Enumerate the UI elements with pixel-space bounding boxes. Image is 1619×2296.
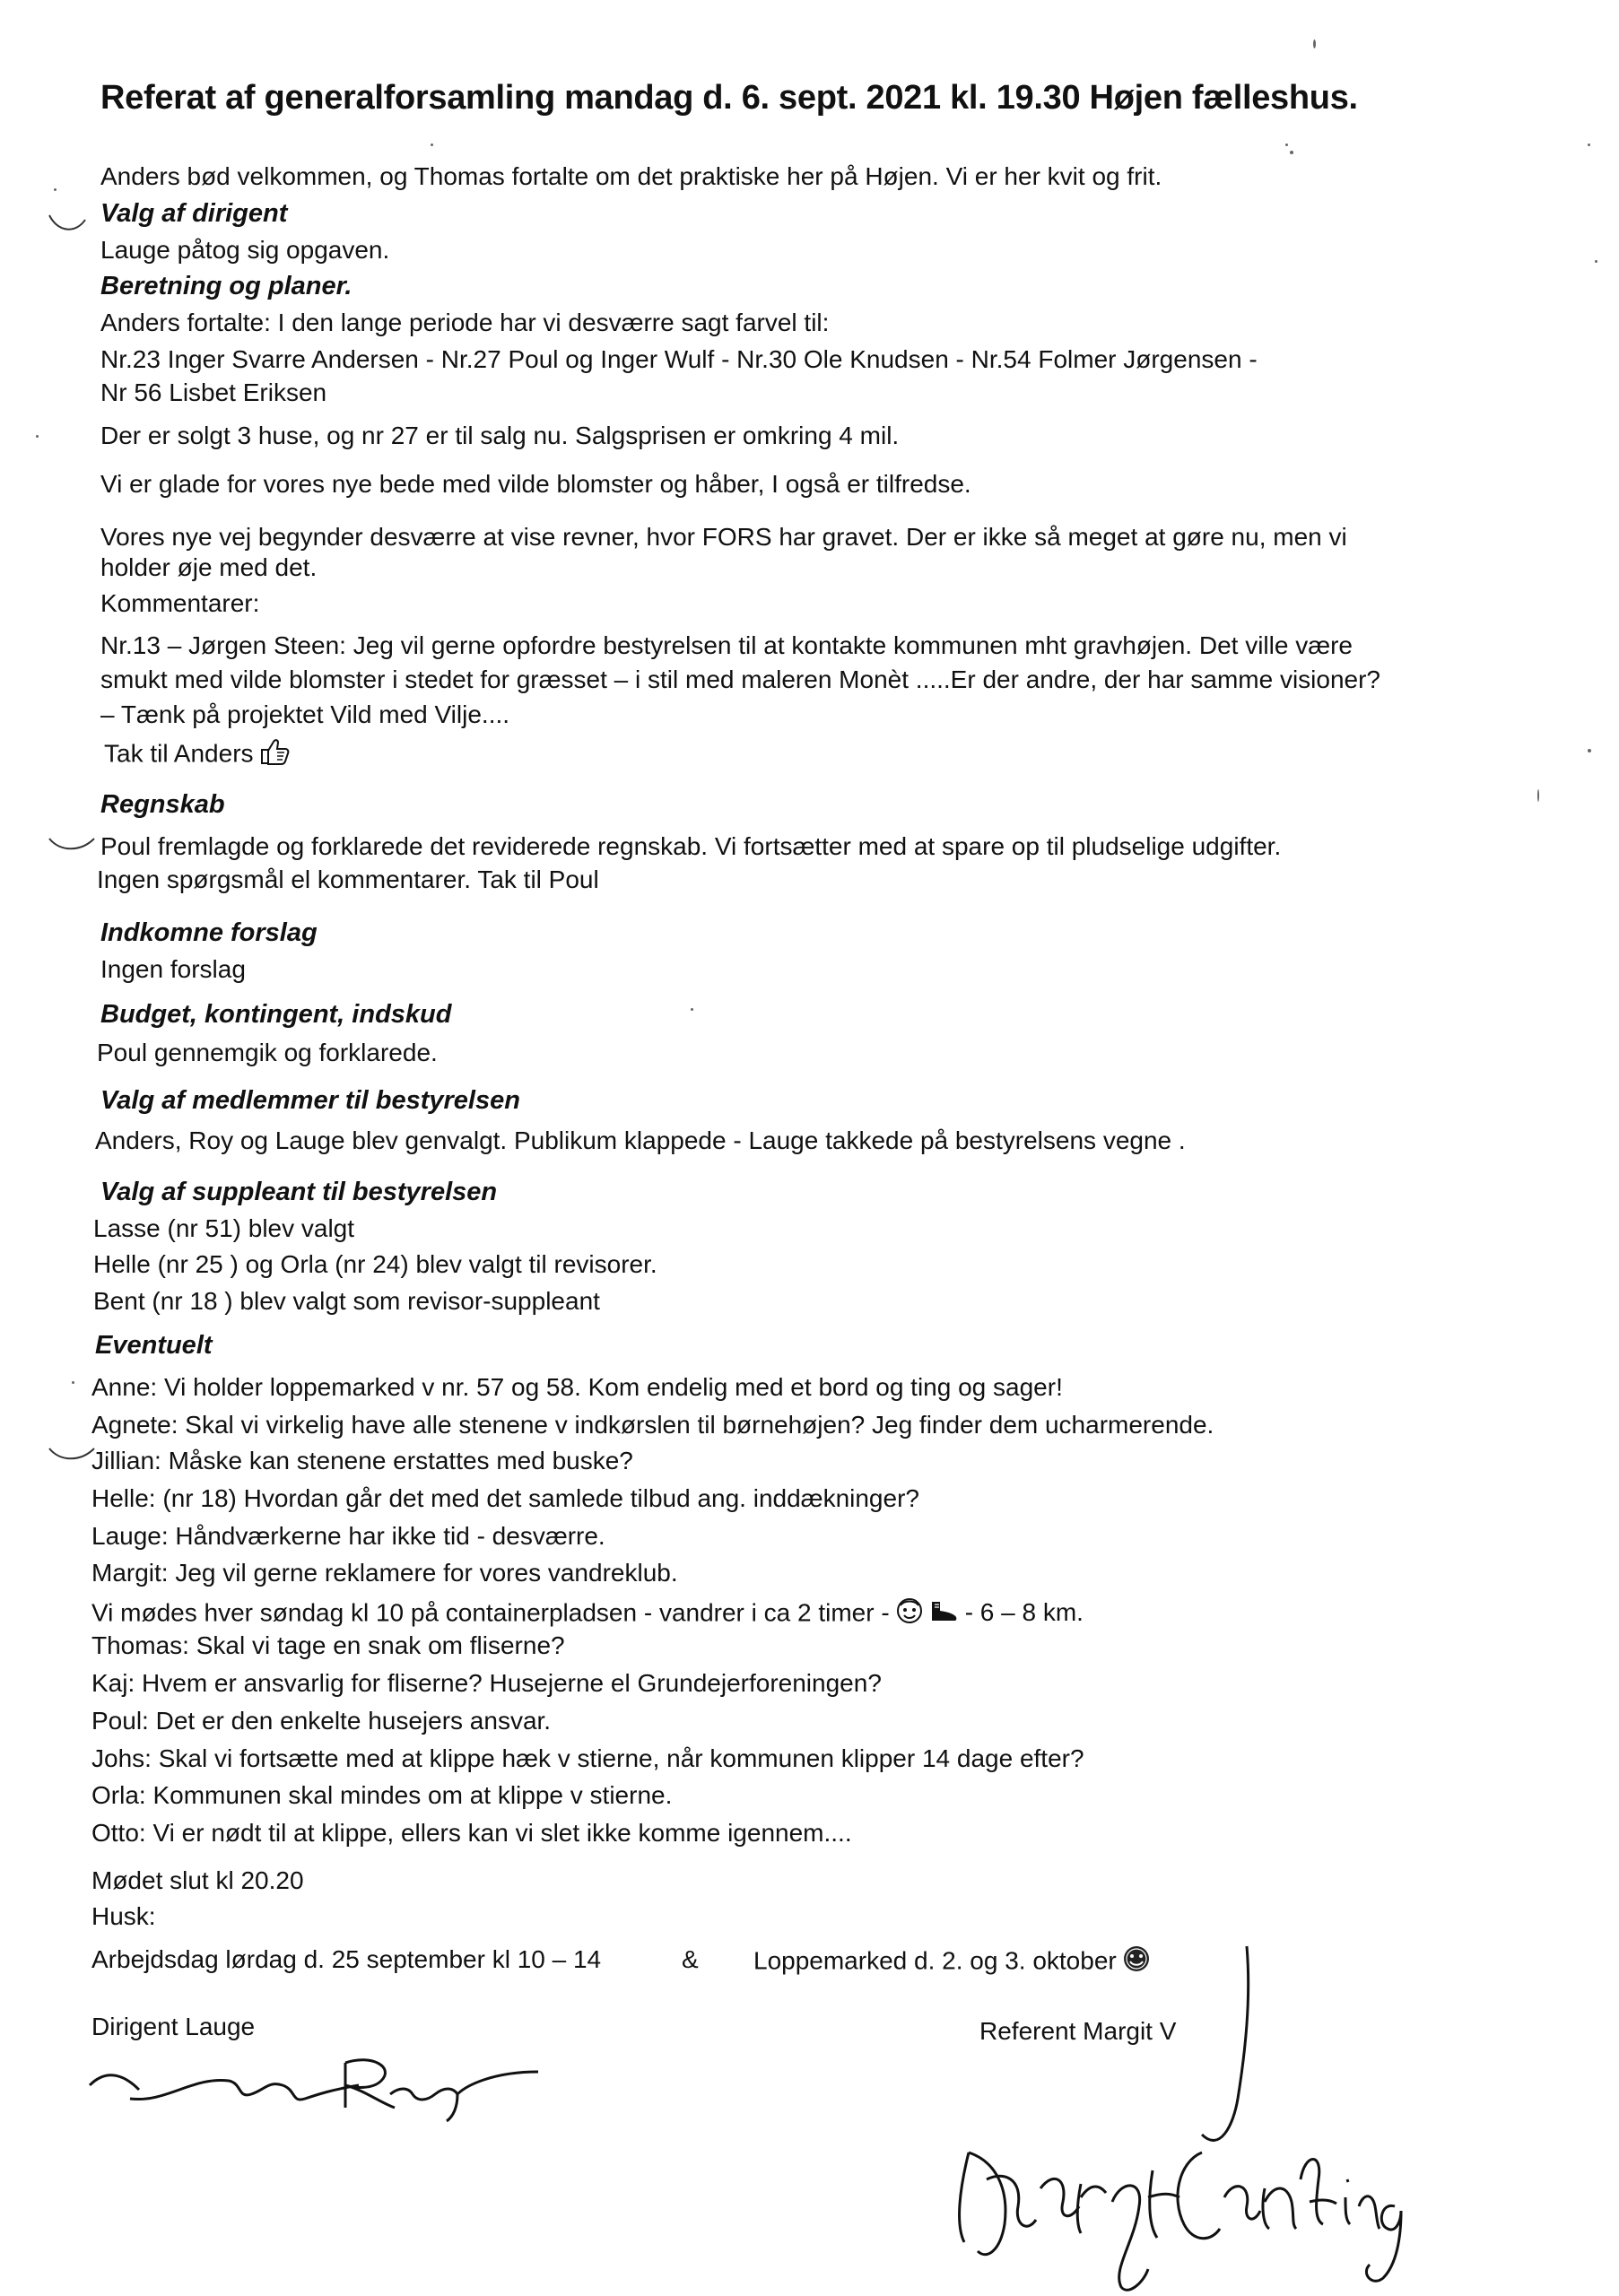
referent-signature-label: Referent Margit V <box>979 2017 1177 2045</box>
heading-budget: Budget, kontingent, indskud <box>100 1000 452 1029</box>
scan-margin-mark <box>45 211 90 238</box>
beretning-line: – Tænk på projektet Vild med Vilje.... <box>100 700 510 728</box>
thanks-anders <box>104 737 290 773</box>
eventuelt-line: Kaj: Hvem er ansvarlig for fliserne? Husejerne el Grundejerforeningen? <box>91 1669 882 1697</box>
heading-dirigent: Valg af dirigent <box>100 199 288 228</box>
thanks-anders-text: Tak til Anders <box>104 739 254 768</box>
eventuelt-line: Margit: Jeg vil gerne reklamere for vores vandreklub. <box>91 1559 678 1587</box>
eventuelt-line: Johs: Skal vi fortsætte med at klippe hæk v stierne, når kommunen klipper 14 dage efter? <box>91 1744 1084 1772</box>
eventuelt-line: Agnete: Skal vi virkelig have alle stenene v indkørslen til børnehøjen? Jeg finder dem ucharmerende. <box>91 1411 1214 1439</box>
heading-forslag: Indkomne forslag <box>100 918 318 947</box>
forslag-text: Ingen forslag <box>100 955 246 983</box>
dirigent-signature-label: Dirigent Lauge <box>91 2013 256 2040</box>
scan-margin-mark <box>45 834 99 861</box>
beretning-line: holder øje med det. <box>100 553 318 581</box>
walk-distance: - 6 – 8 km. <box>964 1598 1084 1627</box>
eventuelt-line: Jillian: Måske kan stenene erstattes med buske? <box>91 1447 633 1474</box>
beretning-line: Nr 56 Lisbet Eriksen <box>100 378 327 406</box>
remember-label: Husk: <box>91 1902 156 1930</box>
eventuelt-line: Helle: (nr 18) Hvordan går det med det samlede tilbud ang. inddækninger? <box>91 1484 919 1512</box>
walking-face-icon <box>895 1596 926 1632</box>
thumbs-up-icon <box>259 737 290 773</box>
beretning-line: Der er solgt 3 huse, og nr 27 er til salg nu. Salgsprisen er omkring 4 mil. <box>100 422 900 449</box>
heading-suppleant: Valg af suppleant til bestyrelsen <box>100 1178 498 1206</box>
walk-text: Vi mødes hver søndag kl 10 på containerpladsen - vandrer i ca 2 timer - <box>91 1598 890 1627</box>
suppleant-line: Helle (nr 25 ) og Orla (nr 24) blev valgt til revisorer. <box>93 1250 657 1278</box>
hiking-boot-icon <box>929 1599 960 1630</box>
intro-text: Anders bød velkommen, og Thomas fortalte om det praktiske her på Højen. Vi er her kvit og frit. <box>100 162 1162 190</box>
workday-note: Arbejdsdag lørdag d. 25 september kl 10 – 14 <box>91 1945 602 1973</box>
suppleant-line: Lasse (nr 51) blev valgt <box>93 1214 355 1242</box>
bestyrelse-text: Anders, Roy og Lauge blev genvalgt. Publikum klappede - Lauge takkede på bestyrelsens vegne . <box>95 1126 1186 1154</box>
beretning-line: Anders fortalte: I den lange periode har vi desværre sagt farvel til: <box>100 309 830 336</box>
document-title: Referat af generalforsamling mandag d. 6. sept. 2021 kl. 19.30 Højen fælleshus. <box>100 79 1358 117</box>
beretning-line: Kommentarer: <box>100 589 260 617</box>
meeting-end: Mødet slut kl 20.20 <box>91 1866 304 1894</box>
heading-eventuelt: Eventuelt <box>95 1331 213 1360</box>
heading-bestyrelse: Valg af medlemmer til bestyrelsen <box>100 1086 520 1115</box>
eventuelt-line: Anne: Vi holder loppemarked v nr. 57 og 58. Kom endelig med et bord og ting og sager! <box>91 1373 1063 1401</box>
beretning-line: Nr.23 Inger Svarre Andersen - Nr.27 Poul og Inger Wulf - Nr.30 Ole Knudsen - Nr.54 Folmer Jørgensen - <box>100 345 1258 373</box>
suppleant-line: Bent (nr 18 ) blev valgt som revisor-suppleant <box>93 1287 600 1315</box>
beretning-line: smukt med vilde blomster i stedet for græsset – i stil med maleren Monèt .....Er der andre, der har samme visioner? <box>100 665 1381 693</box>
scan-margin-mark <box>45 1444 99 1471</box>
beretning-line: Vores nye vej begynder desværre at vise revner, hvor FORS har gravet. Der er ikke så meget at gøre nu, men vi <box>100 523 1347 551</box>
dirigent-text: Lauge påtog sig opgaven. <box>100 236 390 264</box>
ampersand: & <box>682 1945 699 1973</box>
walk-line <box>91 1596 1084 1632</box>
heading-regnskab: Regnskab <box>100 790 225 819</box>
beretning-line: Vi er glade for vores nye bede med vilde blomster og håber, I også er tilfredse. <box>100 470 971 498</box>
regnskab-line: Poul fremlagde og forklarede det reviderede regnskab. Vi fortsætter med at spare op til pludselige udgifter. <box>100 832 1282 860</box>
eventuelt-line: Orla: Kommunen skal mindes om at klippe v stierne. <box>91 1781 673 1809</box>
eventuelt-line: Otto: Vi er nødt til at klippe, ellers kan vi slet ikke komme igennem.... <box>91 1819 852 1847</box>
market-text: Loppemarked d. 2. og 3. oktober <box>753 1946 1117 1975</box>
referent-signature <box>933 1937 1435 2296</box>
budget-text: Poul gennemgik og forklarede. <box>97 1039 438 1066</box>
heading-beretning: Beretning og planer. <box>100 272 353 300</box>
eventuelt-line: Thomas: Skal vi tage en snak om fliserne? <box>91 1631 565 1659</box>
eventuelt-line: Poul: Det er den enkelte husejers ansvar. <box>91 1707 552 1735</box>
dirigent-signature <box>81 2036 583 2135</box>
eventuelt-line: Lauge: Håndværkerne har ikke tid - desværre. <box>91 1522 605 1550</box>
regnskab-line: Ingen spørgsmål el kommentarer. Tak til Poul <box>97 865 599 893</box>
beretning-line: Nr.13 – Jørgen Steen: Jeg vil gerne opfordre bestyrelsen til at kontakte kommunen mht gravhøjen. Det ville være <box>100 631 1354 659</box>
